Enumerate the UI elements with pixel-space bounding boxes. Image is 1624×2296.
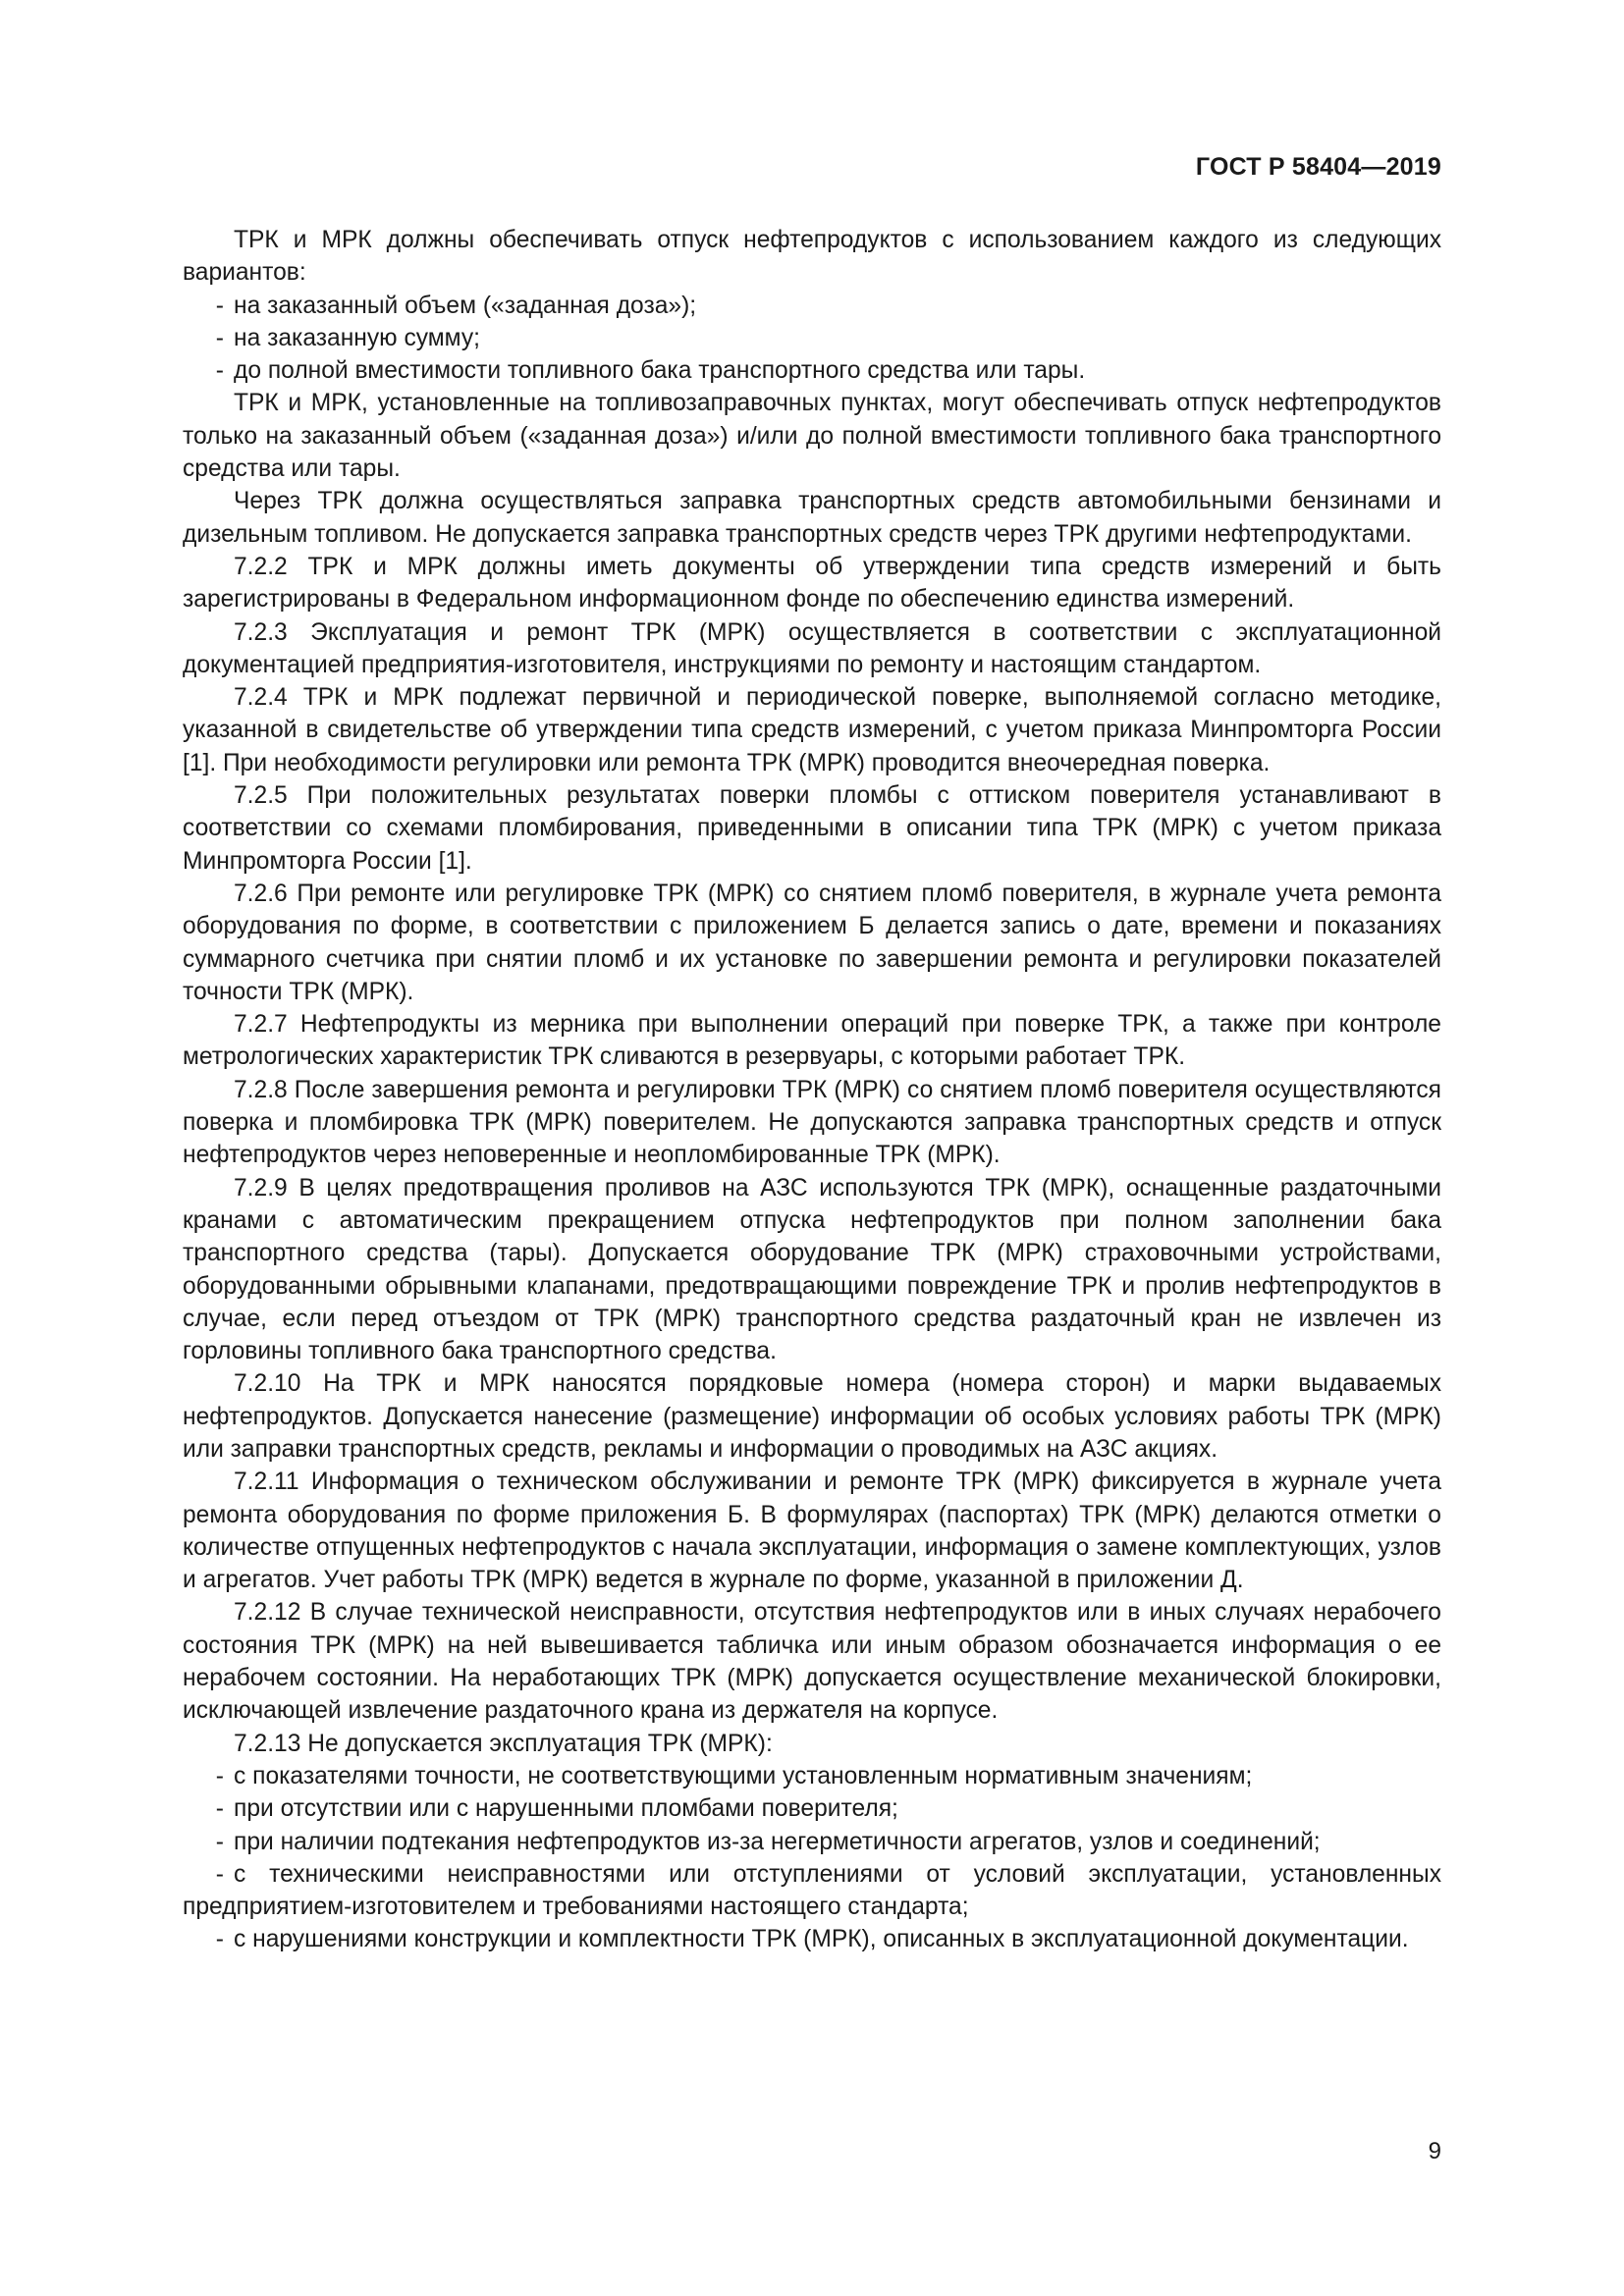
list-bullet: - — [215, 1860, 224, 1888]
body-paragraph: 7.2.13 Не допускается эксплуатация ТРК (МРК): — [234, 1730, 773, 1757]
body-paragraph: 7.2.5 При положительных результатах поверки пломбы с оттиском поверителя устанавливают в соответствии со схемами пломбирования, приведенными в описании типа ТРК (МРК) с учетом приказа Минпромторга России [1]. — [183, 782, 1441, 875]
body-paragraph: 7.2.2 ТРК и МРК должны иметь документы об утверждении типа средств измерений и быть зарегистрированы в Федеральном информационном фонде по обеспечению единства измерений. — [183, 553, 1441, 614]
body-paragraph: 7.2.11 Информация о техническом обслуживании и ремонте ТРК (МРК) фиксируется в журнале учета ремонта оборудования по форме приложения Б. В формулярах (паспортах) ТРК (МРК) делаются отметки о количестве отпущенных нефтепродуктов с начала эксплуатации, информация о замене комплектующих, узлов и агрегатов. Учет работы ТРК (МРК) ведется в журнале по форме, указанной в приложении Д. — [183, 1468, 1441, 1594]
list-item — [183, 1826, 1441, 1858]
body-paragraph: 7.2.9 В целях предотвращения проливов на АЗС используются ТРК (МРК), оснащенные раздаточными кранами с автоматическим прекращением отпуска нефтепродуктов при полном заполнении бака транспортного средства (тары). Допускается оборудование ТРК (МРК) страховочными устройствами, оборудованными обрывными клапанами, предотвращающими повреждение ТРК и пролив нефтепродуктов в случае, если перед отъездом от ТРК (МРК) транспортного средства раздаточный кран не извлечен из горловины топливного бака транспортного средства. — [183, 1174, 1441, 1365]
list-bullet: - — [215, 1762, 224, 1789]
list-item-text: с техническими неисправностями или отступлениями от условий эксплуатации, установленных предприятием-изготовителем и требованиями настоящего стандарта; — [183, 1860, 1441, 1921]
list-item-text: с показателями точности, не соответствующими установленным нормативным значениям; — [234, 1762, 1253, 1789]
list-bullet: - — [215, 1926, 224, 1953]
body-paragraph: 7.2.8 После завершения ремонта и регулировки ТРК (МРК) со снятием пломб поверителя осуществляются поверка и пломбировка ТРК (МРК) поверителем. Не допускаются заправка транспортных средств и отпуск нефтепродуктов через неповеренные и неопломбированные ТРК (МРК). — [183, 1076, 1441, 1169]
document-body — [183, 224, 1441, 1956]
body-paragraph: 7.2.4 ТРК и МРК подлежат первичной и периодической поверке, выполняемой согласно методике, указанной в свидетельстве об утверждении типа средств измерений, с учетом приказа Минпромторга России [1]. При необходимости регулировки или ремонта ТРК (МРК) проводится внеочередная поверка. — [183, 684, 1441, 776]
list-item-text: до полной вместимости топливного бака транспортного средства или тары. — [234, 357, 1086, 385]
list-bullet: - — [215, 357, 224, 385]
list-item-text: на заказанную сумму; — [234, 324, 480, 351]
body-paragraph: ТРК и МРК должны обеспечивать отпуск нефтепродуктов с использованием каждого из следующих вариантов: — [183, 227, 1441, 287]
list-item — [183, 354, 1441, 387]
body-paragraph: 7.2.10 На ТРК и МРК наносятся порядковые номера (номера сторон) и марки выдаваемых нефтепродуктов. Допускается нанесение (размещение) информации об особых условиях работы ТРК (МРК) или заправки транспортных средств, рекламы и информации о проводимых на АЗС акциях. — [183, 1370, 1441, 1463]
list-item — [183, 1792, 1441, 1825]
body-paragraph: 7.2.12 В случае технической неисправности, отсутствия нефтепродуктов или в иных случаях нерабочего состояния ТРК (МРК) на ней вывешивается табличка или иным образом обозначается информация о ее нерабочем состоянии. На неработающих ТРК (МРК) допускается осуществление механической блокировки, исключающей извлечение раздаточного крана из держателя на корпусе. — [183, 1599, 1441, 1725]
list-bullet: - — [215, 1795, 224, 1823]
list-item-text: с нарушениями конструкции и комплектности ТРК (МРК), описанных в эксплуатационной документации. — [234, 1926, 1409, 1953]
list-item-text: при отсутствии или с нарушенными пломбами поверителя; — [234, 1795, 898, 1823]
list-bullet: - — [215, 292, 224, 319]
list-item-text: при наличии подтекания нефтепродуктов из-за негерметичности агрегатов, узлов и соединений; — [234, 1828, 1321, 1855]
list-item — [183, 322, 1441, 354]
list-item — [183, 1923, 1441, 1955]
body-paragraph: Через ТРК должна осуществляться заправка транспортных средств автомобильными бензинами и дизельным топливом. Не допускается заправка транспортных средств через ТРК другими нефтепродуктами. — [183, 488, 1441, 548]
body-paragraph: 7.2.7 Нефтепродукты из мерника при выполнении операций при поверке ТРК, а также при контроле метрологических характеристик ТРК сливаются в резервуары, с которыми работает ТРК. — [183, 1011, 1441, 1071]
document-standard-id: ГОСТ Р 58404—2019 — [1195, 153, 1441, 181]
list-bullet: - — [215, 324, 224, 351]
body-paragraph: 7.2.6 При ремонте или регулировке ТРК (МРК) со снятием пломб поверителя, в журнале учета ремонта оборудования по форме, в соответствии с приложением Б делается запись о дате, времени и показаниях суммарного счетчика при снятии пломб и их установке по завершении ремонта и регулировки показателей точности ТРК (МРК). — [183, 880, 1441, 1005]
body-paragraph: ТРК и МРК, установленные на топливозаправочных пунктах, могут обеспечивать отпуск нефтепродуктов только на заказанный объем («заданная доза») и/или до полной вместимости топливного бака транспортного средства или тары. — [183, 390, 1441, 483]
list-item — [183, 1858, 1441, 1924]
list-item — [183, 290, 1441, 322]
list-bullet: - — [215, 1828, 224, 1855]
list-item-text: на заказанный объем («заданная доза»); — [234, 292, 697, 319]
list-item — [183, 1760, 1441, 1792]
body-paragraph: 7.2.3 Эксплуатация и ремонт ТРК (МРК) осуществляется в соответствии с эксплуатационной документацией предприятия-изготовителя, инструкциями по ремонту и настоящим стандартом. — [183, 618, 1441, 678]
page-number: 9 — [1428, 2138, 1441, 2164]
